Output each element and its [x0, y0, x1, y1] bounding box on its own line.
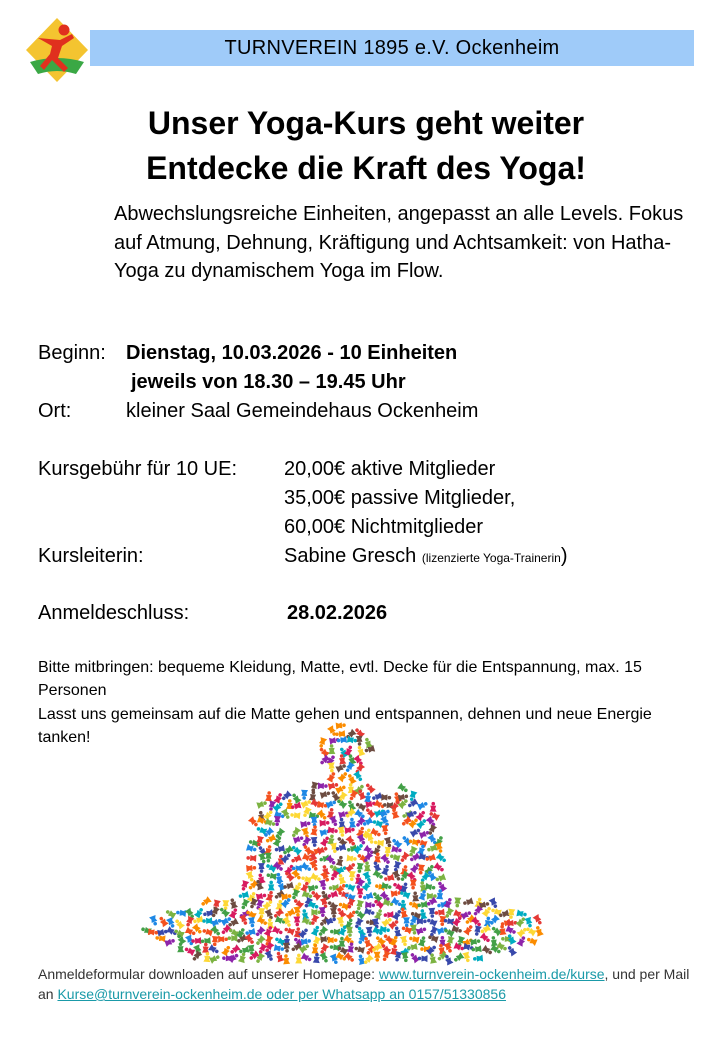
mosaic-person-shape — [381, 864, 391, 876]
mosaic-person-shape — [203, 952, 211, 962]
mosaic-person-shape — [399, 851, 410, 863]
mosaic-person-shape — [384, 837, 393, 848]
mosaic-person-shape — [177, 942, 184, 952]
mosaic-person-shape — [239, 899, 249, 911]
club-logo-icon — [24, 16, 90, 86]
mosaic-person-shape — [310, 825, 319, 836]
mosaic-person-shape — [425, 853, 436, 862]
mosaic-person-shape — [328, 744, 335, 754]
mosaic-person-shape — [505, 925, 517, 936]
mosaic-person-shape — [353, 755, 365, 767]
mosaic-person-shape — [317, 845, 329, 855]
mosaic-person-shape — [267, 800, 276, 811]
meditating-figure-mosaic-icon — [140, 718, 550, 966]
mosaic-person-shape — [310, 817, 318, 827]
mosaic-person-shape — [311, 909, 321, 916]
mosaic-person-shape — [256, 892, 267, 901]
deadline-date: 28.02.2026 — [287, 602, 388, 624]
instructor-bracket: ) — [560, 545, 568, 567]
footer-text-1: Anmeldeformular downloaden auf unserer Homepage: — [38, 966, 379, 982]
mosaic-person-shape — [336, 835, 348, 847]
course-time: jeweils von 18.30 – 19.45 Uhr — [131, 371, 406, 393]
mosaic-person-shape — [211, 936, 219, 946]
mosaic-person-shape — [452, 952, 464, 963]
mosaic-person-shape — [176, 909, 187, 917]
mosaic-person-shape — [238, 891, 249, 900]
email-link[interactable]: Kurse@turnverein-ockenheim.de — [57, 986, 263, 1002]
mosaic-person-shape — [164, 908, 176, 919]
mosaic-person-shape — [348, 817, 356, 827]
mosaic-person-shape — [328, 937, 338, 944]
mosaic-person-shape — [347, 736, 358, 745]
mosaic-person-shape — [290, 827, 301, 839]
mosaic-person-shape — [365, 927, 373, 937]
mosaic-person-shape — [391, 845, 402, 854]
figure-mosaic — [140, 722, 544, 966]
mosaic-person-shape — [355, 801, 367, 812]
mosaic-person-shape — [408, 935, 419, 944]
mosaic-person-shape — [381, 825, 389, 836]
mosaic-person-shape — [372, 869, 384, 880]
mosaic-person-shape — [356, 863, 364, 874]
mosaic-person-shape — [357, 888, 364, 898]
mosaic-person-shape — [290, 811, 300, 819]
mosaic-person-shape — [282, 954, 290, 964]
mosaic-person-shape — [526, 936, 538, 946]
mosaic-person-shape — [403, 917, 410, 927]
mosaic-person-shape — [517, 926, 529, 938]
mosaic-person-shape — [300, 820, 311, 828]
mosaic-person-shape — [361, 817, 373, 828]
mosaic-person-shape — [328, 826, 339, 834]
mosaic-person-shape — [430, 802, 437, 812]
mosaic-person-shape — [454, 897, 462, 907]
mosaic-person-shape — [355, 900, 364, 911]
instructor-label: Kursleiterin: — [38, 545, 144, 567]
instructor-name: Sabine Gresch — [284, 545, 417, 567]
mosaic-person-shape — [434, 909, 444, 917]
mosaic-person-shape — [344, 882, 356, 892]
mosaic-person-shape — [470, 937, 481, 945]
mosaic-person-shape — [202, 927, 213, 936]
mosaic-person-shape — [290, 792, 301, 804]
mosaic-person-shape — [268, 881, 275, 891]
mosaic-person-shape — [265, 853, 272, 863]
mosaic-person-shape — [463, 924, 474, 936]
mosaic-person-shape — [194, 906, 205, 918]
mosaic-person-shape — [318, 782, 328, 789]
mosaic-person-shape — [336, 736, 347, 744]
mosaic-person-shape — [164, 937, 176, 947]
mosaic-person-shape — [364, 806, 376, 818]
mosaic-person-shape — [381, 950, 391, 962]
mosaic-person-shape — [462, 897, 473, 907]
course-description: Abwechslungsreiche Einheiten, angepasst an alle Levels. Fokus auf Atmung, Dehnung, Kräftigung und Achtsamkeit: von Hatha-Yoga zu dynamischem Yoga im Flow. — [114, 203, 684, 282]
mosaic-person-shape — [318, 746, 330, 758]
footer-text-2: , und per Mail an — [38, 966, 690, 1002]
start-date: Dienstag, 10.03.2026 - 10 Einheiten — [126, 342, 458, 364]
mosaic-person-shape — [309, 790, 317, 801]
mosaic-person-shape — [200, 896, 212, 907]
mosaic-person-shape — [383, 874, 394, 883]
mosaic-person-shape — [248, 917, 256, 928]
mosaic-person-shape — [516, 909, 527, 918]
mosaic-person-shape — [347, 942, 356, 953]
mosaic-person-shape — [400, 936, 409, 947]
mosaic-person-shape — [228, 952, 240, 963]
mosaic-person-shape — [506, 944, 517, 956]
mosaic-person-shape — [265, 818, 277, 828]
mosaic-person-shape — [229, 907, 240, 919]
mosaic-person-shape — [308, 883, 319, 892]
mosaic-person-shape — [416, 817, 428, 829]
start-label: Beginn: — [38, 342, 106, 364]
mosaic-person-shape — [480, 932, 492, 944]
mosaic-person-shape — [330, 928, 340, 936]
mosaic-person-shape — [417, 901, 428, 909]
mosaic-person-shape — [330, 908, 338, 918]
mosaic-person-shape — [301, 953, 313, 964]
mosaic-person-shape — [390, 808, 399, 819]
mosaic-person-shape — [364, 782, 376, 794]
mosaic-person-shape — [383, 801, 393, 809]
mosaic-person-shape — [310, 837, 318, 847]
mosaic-person-shape — [155, 934, 165, 942]
mosaic-person-shape — [433, 862, 445, 873]
mosaic-person-shape — [313, 953, 321, 963]
mosaic-person-shape — [381, 794, 391, 802]
mosaic-person-shape — [401, 952, 410, 963]
registration-footer — [38, 964, 698, 1004]
mosaic-person-shape — [228, 897, 238, 908]
mosaic-person-shape — [338, 818, 346, 828]
mosaic-person-shape — [516, 935, 527, 947]
mosaic-person-shape — [417, 800, 429, 810]
mosaic-person-shape — [374, 952, 381, 962]
mosaic-person-shape — [281, 808, 292, 820]
mosaic-person-shape — [283, 882, 294, 891]
mosaic-person-shape — [337, 770, 349, 782]
mosaic-person-shape — [293, 916, 301, 926]
mosaic-person-shape — [336, 722, 346, 730]
mosaic-person-shape — [148, 928, 159, 936]
mosaic-person-shape — [427, 893, 437, 900]
mosaic-person-shape — [240, 880, 250, 891]
fee-active-members: 20,00€ aktive Mitglieder — [284, 458, 496, 480]
mosaic-person-shape — [209, 953, 221, 964]
mosaic-person-shape — [417, 918, 427, 925]
mosaic-person-shape — [393, 926, 402, 937]
mosaic-person-shape — [228, 935, 238, 942]
mosaic-person-shape — [290, 854, 302, 864]
mosaic-person-shape — [264, 950, 274, 962]
mosaic-person-shape — [229, 944, 241, 955]
mosaic-person-shape — [471, 945, 481, 953]
mosaic-person-shape — [365, 901, 375, 909]
motto-note: Lasst uns gemeinsam auf die Matte gehen und entspannen, dehnen und neue Energie tanken! — [38, 706, 652, 746]
fee-label: Kursgebühr für 10 UE: — [38, 458, 237, 480]
mosaic-person-shape — [202, 909, 213, 918]
mosaic-person-shape — [383, 911, 393, 919]
mosaic-person-shape — [157, 915, 168, 927]
mosaic-person-shape — [320, 819, 330, 827]
mosaic-person-shape — [410, 880, 417, 890]
whatsapp-link[interactable]: oder per Whatsapp an 0157/51330856 — [262, 986, 506, 1002]
location-label: Ort: — [38, 400, 72, 422]
mosaic-person-shape — [266, 871, 277, 880]
instructor-name-line — [284, 545, 568, 568]
mosaic-person-shape — [399, 870, 410, 882]
bring-along-note: Bitte mitbringen: bequeme Kleidung, Matte, evtl. Decke für die Entspannung, max. 15 Personen — [38, 659, 642, 699]
mosaic-person-shape — [515, 916, 527, 928]
mosaic-person-shape — [290, 889, 300, 901]
mosaic-person-shape — [397, 783, 409, 794]
mosaic-person-shape — [254, 926, 266, 938]
mosaic-person-shape — [275, 951, 285, 962]
mosaic-person-shape — [356, 745, 366, 757]
mosaic-person-shape — [265, 890, 274, 901]
mosaic-person-shape — [301, 937, 312, 945]
mosaic-person-shape — [263, 809, 275, 821]
mosaic-person-shape — [274, 944, 285, 953]
mosaic-person-shape — [258, 863, 265, 873]
mosaic-person-shape — [473, 955, 483, 963]
mosaic-person-shape — [149, 915, 159, 927]
mosaic-person-shape — [245, 928, 256, 937]
mosaic-person-shape — [390, 837, 402, 849]
mosaic-person-shape — [362, 892, 373, 902]
mosaic-person-shape — [326, 771, 337, 783]
mosaic-person-shape — [335, 730, 345, 738]
mosaic-person-shape — [246, 854, 256, 862]
mosaic-person-shape — [319, 952, 330, 964]
mosaic-person-shape — [354, 945, 365, 954]
mosaic-person-shape — [412, 891, 420, 901]
mosaic-person-shape — [258, 908, 265, 918]
mosaic-person-shape — [317, 737, 327, 749]
mosaic-person-shape — [524, 917, 534, 928]
club-name-banner: TURNVEREIN 1895 e.V. Ockenheim — [90, 30, 694, 66]
headline-line-2: Entdecke die Kraft des Yoga! — [146, 150, 586, 186]
deadline-label: Anmeldeschluss: — [38, 602, 190, 624]
mosaic-person-shape — [374, 908, 384, 920]
mosaic-person-shape — [473, 925, 482, 936]
mosaic-person-shape — [416, 925, 428, 935]
mosaic-person-shape — [246, 864, 256, 872]
mosaic-person-shape — [221, 944, 232, 956]
mosaic-person-shape — [238, 952, 247, 963]
mosaic-person-shape — [311, 943, 319, 953]
mosaic-person-shape — [410, 827, 422, 838]
mosaic-person-shape — [337, 873, 347, 884]
mosaic-person-shape — [301, 790, 309, 800]
mosaic-person-shape — [328, 762, 336, 772]
location-value: kleiner Saal Gemeindehaus Ockenheim — [126, 400, 479, 422]
mosaic-person-shape — [336, 855, 345, 866]
mosaic-person-shape — [363, 861, 371, 871]
fee-non-members: 60,00€ Nichtmitglieder — [284, 516, 483, 538]
mosaic-person-shape — [418, 955, 428, 962]
mosaic-person-shape — [211, 917, 223, 927]
mosaic-person-shape — [265, 791, 273, 801]
mosaic-person-shape — [218, 936, 228, 943]
mosaic-person-shape — [389, 852, 400, 862]
homepage-link[interactable]: www.turnverein-ockenheim.de/kurse — [378, 966, 605, 982]
mosaic-person-shape — [202, 917, 212, 924]
mosaic-person-shape — [283, 926, 295, 936]
mosaic-person-shape — [482, 945, 494, 956]
fee-passive-members: 35,00€ passive Mitglieder, — [284, 487, 516, 509]
headline-line-1: Unser Yoga-Kurs geht weiter — [147, 105, 585, 141]
mosaic-person-shape — [426, 917, 438, 927]
mosaic-person-shape — [347, 855, 358, 863]
mosaic-person-shape — [533, 914, 544, 926]
instructor-qualification: (lizenzierte Yoga-Trainerin — [421, 551, 561, 565]
mosaic-person-shape — [173, 918, 185, 930]
mosaic-person-shape — [364, 907, 375, 916]
mosaic-person-shape — [391, 897, 403, 908]
mosaic-person-shape — [272, 926, 284, 937]
mosaic-person-shape — [418, 889, 428, 901]
mosaic-person-shape — [320, 790, 331, 799]
mosaic-person-shape — [317, 801, 328, 810]
mosaic-person-shape — [202, 943, 209, 953]
